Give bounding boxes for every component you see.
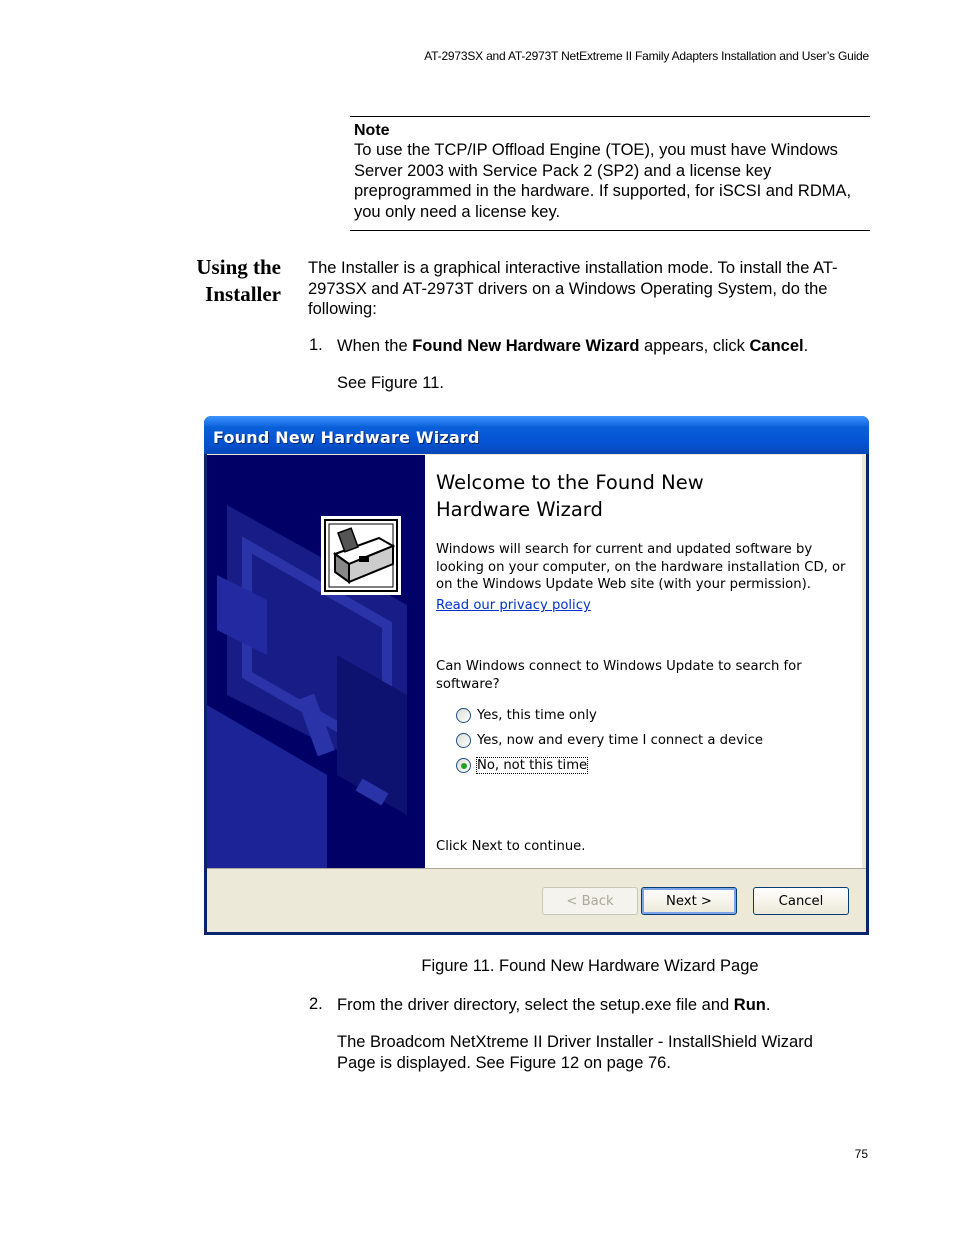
wizard-question: Can Windows connect to Windows Update to search for software? xyxy=(436,659,802,692)
intro-paragraph: The Installer is a graphical interactive installation mode. To install the AT-2973SX and AT-2973T drivers on a Windows Operating System, do the following: xyxy=(308,259,838,318)
step-2-text xyxy=(337,995,877,1016)
wizard-content xyxy=(425,455,862,868)
radio-button[interactable] xyxy=(456,733,471,748)
wizard-heading-line2: Hardware Wizard xyxy=(436,498,603,521)
radio-button-selected[interactable] xyxy=(456,758,471,773)
next-button[interactable]: Next > xyxy=(641,887,737,915)
hardware-wizard-icon xyxy=(321,516,401,595)
section-heading-line1: Using the xyxy=(196,255,281,279)
radio-label: Yes, now and every time I connect a device xyxy=(477,733,763,748)
radio-label: Yes, this time only xyxy=(477,708,597,723)
wizard-side-banner xyxy=(207,455,425,868)
figure-caption: Figure 11. Found New Hardware Wizard Page xyxy=(421,957,759,975)
wizard-button-bar xyxy=(207,868,866,932)
wizard-description: Windows will search for current and updated software by looking on your computer, on the hardware installation CD, or on the Windows Update Web site (with your permission). xyxy=(436,542,846,592)
step-2-bold-run: Run xyxy=(733,996,766,1014)
radio-button[interactable] xyxy=(456,708,471,723)
step-2-number: 2. xyxy=(309,995,323,1013)
step-1-text-after: . xyxy=(803,337,809,355)
step-1-see-figure: See Figure 11. xyxy=(337,374,445,392)
step-2-followup: The Broadcom NetXtreme II Driver Installer - InstallShield Wizard Page is displayed. See Figure 12 on page 76. xyxy=(337,1033,813,1072)
radio-label: No, not this time xyxy=(477,758,588,773)
privacy-policy-link[interactable]: Read our privacy policy xyxy=(436,598,591,613)
radio-yes-this-time[interactable] xyxy=(456,708,597,723)
section-heading xyxy=(150,254,281,308)
step-2-text-after: . xyxy=(765,996,771,1014)
running-head: AT-2973SX and AT-2973T NetExtreme II Family Adapters Installation and User’s Guide xyxy=(424,49,869,63)
step-1-bold-wizard: Found New Hardware Wizard xyxy=(412,337,640,355)
section-heading-line2: Installer xyxy=(205,282,281,306)
continue-instruction: Click Next to continue. xyxy=(436,839,586,854)
note-title: Note xyxy=(354,122,390,139)
wizard-body xyxy=(207,454,866,932)
back-button[interactable]: < Back xyxy=(542,887,638,915)
radio-no-not-this-time[interactable] xyxy=(456,758,587,773)
step-1-text xyxy=(337,336,877,357)
wizard-window xyxy=(204,416,869,935)
step-1-bold-cancel: Cancel xyxy=(749,337,804,355)
hardware-icon xyxy=(321,516,401,595)
step-1-text-before: When the xyxy=(337,337,413,355)
step-1-text-middle: appears, click xyxy=(639,337,750,355)
note-body: To use the TCP/IP Offload Engine (TOE), you must have Windows Server 2003 with Service Pack 2 (SP2) and a license key preprogrammed in the hardware. If supported, for iSCSI and RDMA, you only need a license key. xyxy=(354,141,852,221)
cancel-button[interactable]: Cancel xyxy=(753,887,849,915)
note-box xyxy=(350,116,870,231)
wizard-heading xyxy=(436,469,704,523)
wizard-titlebar[interactable] xyxy=(204,416,869,454)
page-number: 75 xyxy=(854,1147,868,1161)
step-1-number: 1. xyxy=(309,336,323,354)
step-2-text-before: From the driver directory, select the setup.exe file and xyxy=(337,996,734,1014)
wizard-title: Found New Hardware Wizard xyxy=(213,428,480,447)
wizard-heading-line1: Welcome to the Found New xyxy=(436,471,704,494)
radio-yes-every-time[interactable] xyxy=(456,733,763,748)
